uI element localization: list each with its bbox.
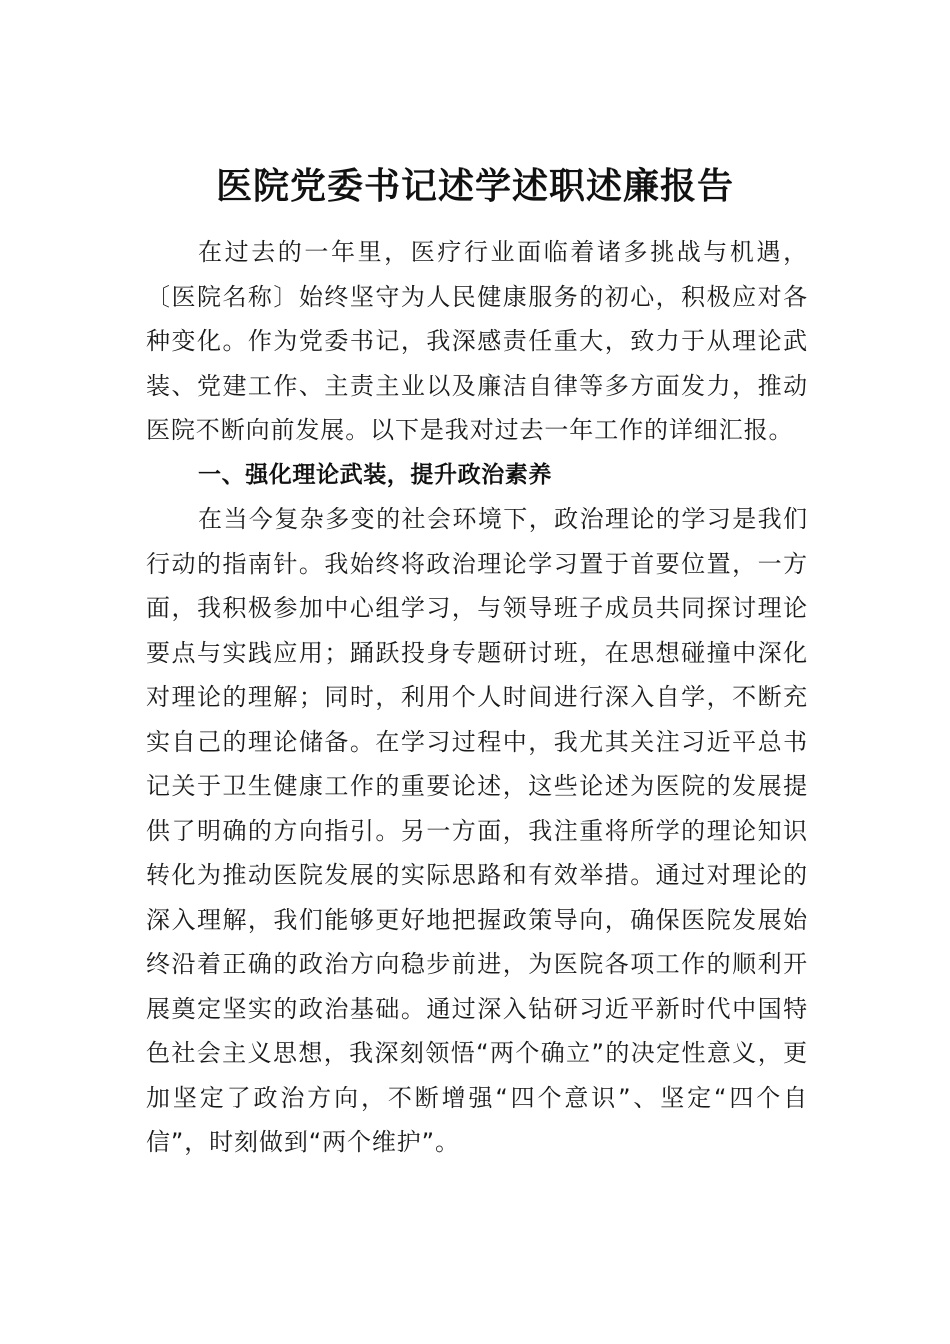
document-body — [146, 230, 808, 1165]
intro-paragraph: 在过去的一年里，医疗行业面临着诸多挑战与机遇，〔医院名称〕始终坚守为人民健康服务的初心，积极应对各种变化。作为党委书记，我深感责任重大，致力于从理论武装、党建工作、主责主业以及廉洁自律等多方面发力，推动医院不断向前发展。以下是我对过去一年工作的详细汇报。 — [146, 238, 808, 444]
section-heading: 一、强化理论武装，提升政治素养 — [198, 461, 552, 488]
section-paragraph: 在当今复杂多变的社会环境下，政治理论的学习是我们行动的指南针。我始终将政治理论学习置于首要位置，一方面，我积极参加中心组学习，与领导班子成员共同探讨理论要点与实践应用；踊跃投身专题研讨班，在思想碰撞中深化对理论的理解；同时，利用个人时间进行深入自学，不断充实自己的理论储备。在学习过程中，我尤其关注习近平总书记关于卫生健康工作的重要论述，这些论述为医院的发展提供了明确的方向指引。另一方面，我注重将所学的理论知识转化为推动医院发展的实际思路和有效举措。通过对理论的深入理解，我们能够更好地把握政策导向，确保医院发展始终沿着正确的政治方向稳步前进，为医院各项工作的顺利开展奠定坚实的政治基础。通过深入钻研习近平新时代中国特色社会主义思想，我深刻领悟“两个确立”的决定性意义，更加坚定了政治方向，不断增强“四个意识”、坚定“四个自信”，时刻做到“两个维护”。 — [146, 505, 808, 1156]
document-title: 医院党委书记述学述职述廉报告 — [215, 165, 734, 207]
